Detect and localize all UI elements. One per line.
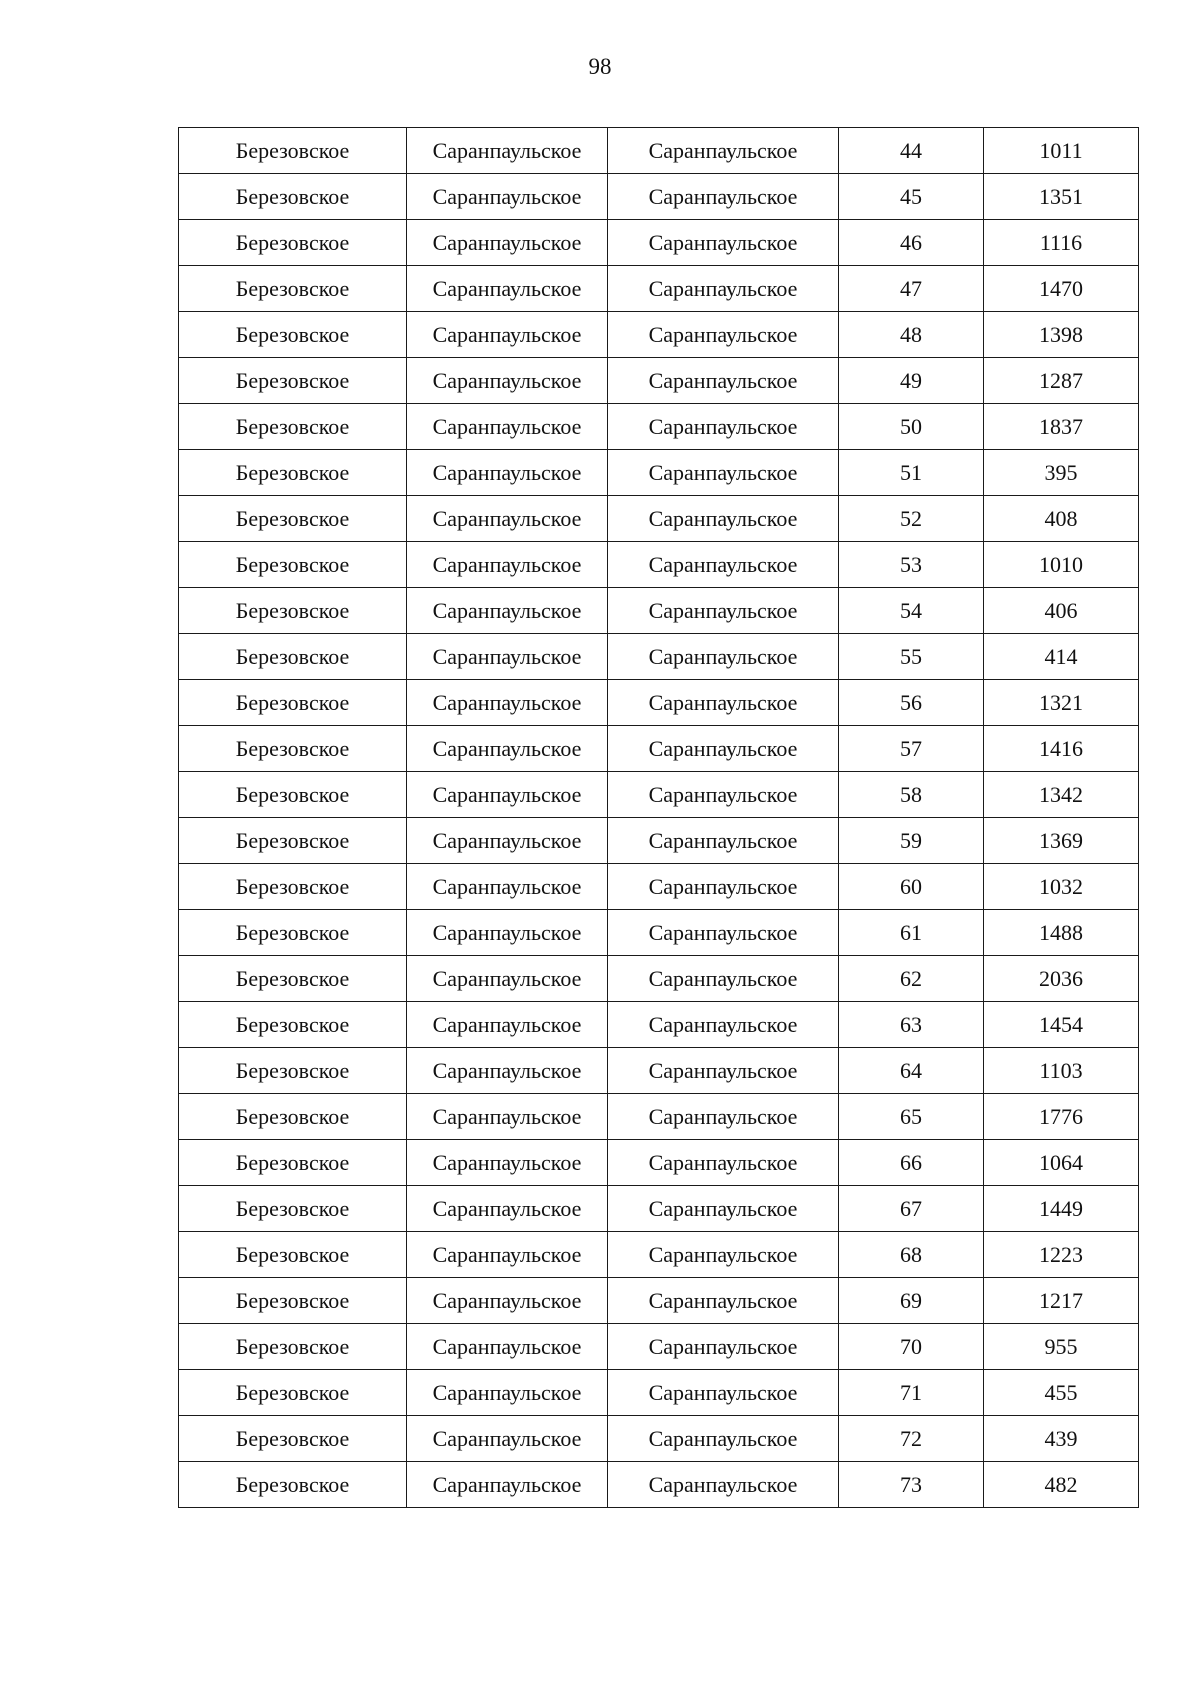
precinct-number-cell: 56 <box>839 680 984 726</box>
locality-cell: Саранпаульское <box>608 726 839 772</box>
settlement-cell: Саранпаульское <box>407 772 608 818</box>
locality-cell: Саранпаульское <box>608 1048 839 1094</box>
voter-count-cell: 1776 <box>984 1094 1139 1140</box>
district-cell: Березовское <box>179 496 407 542</box>
district-cell: Березовское <box>179 542 407 588</box>
locality-cell: Саранпаульское <box>608 1370 839 1416</box>
voter-count-cell: 1223 <box>984 1232 1139 1278</box>
precinct-number-cell: 53 <box>839 542 984 588</box>
table-row <box>179 266 1139 312</box>
district-cell: Березовское <box>179 220 407 266</box>
settlement-cell: Саранпаульское <box>407 266 608 312</box>
precinct-number-cell: 49 <box>839 358 984 404</box>
locality-cell: Саранпаульское <box>608 864 839 910</box>
district-cell: Березовское <box>179 634 407 680</box>
table-row <box>179 404 1139 450</box>
locality-cell: Саранпаульское <box>608 1094 839 1140</box>
voter-count-cell: 1449 <box>984 1186 1139 1232</box>
table-row <box>179 680 1139 726</box>
voter-count-cell: 955 <box>984 1324 1139 1370</box>
district-cell: Березовское <box>179 1324 407 1370</box>
precinct-number-cell: 71 <box>839 1370 984 1416</box>
voter-count-cell: 1454 <box>984 1002 1139 1048</box>
settlement-cell: Саранпаульское <box>407 910 608 956</box>
table-row <box>179 1324 1139 1370</box>
locality-cell: Саранпаульское <box>608 818 839 864</box>
table-row <box>179 588 1139 634</box>
district-cell: Березовское <box>179 1370 407 1416</box>
district-cell: Березовское <box>179 450 407 496</box>
precinct-number-cell: 63 <box>839 1002 984 1048</box>
settlement-cell: Саранпаульское <box>407 1416 608 1462</box>
precinct-number-cell: 60 <box>839 864 984 910</box>
district-cell: Березовское <box>179 128 407 174</box>
locality-cell: Саранпаульское <box>608 404 839 450</box>
locality-cell: Саранпаульское <box>608 910 839 956</box>
settlement-cell: Саранпаульское <box>407 1462 608 1508</box>
locality-cell: Саранпаульское <box>608 1416 839 1462</box>
voter-count-cell: 439 <box>984 1416 1139 1462</box>
voter-count-cell: 1369 <box>984 818 1139 864</box>
locality-cell: Саранпаульское <box>608 496 839 542</box>
voter-count-cell: 455 <box>984 1370 1139 1416</box>
district-cell: Березовское <box>179 772 407 818</box>
table-row <box>179 312 1139 358</box>
table-row <box>179 818 1139 864</box>
table-row <box>179 1186 1139 1232</box>
district-cell: Березовское <box>179 956 407 1002</box>
voter-count-cell: 1010 <box>984 542 1139 588</box>
table-row <box>179 174 1139 220</box>
voter-count-cell: 408 <box>984 496 1139 542</box>
district-cell: Березовское <box>179 910 407 956</box>
voter-count-cell: 1064 <box>984 1140 1139 1186</box>
district-cell: Березовское <box>179 1140 407 1186</box>
table-row <box>179 726 1139 772</box>
settlement-cell: Саранпаульское <box>407 1278 608 1324</box>
precinct-number-cell: 47 <box>839 266 984 312</box>
voter-count-cell: 1032 <box>984 864 1139 910</box>
locality-cell: Саранпаульское <box>608 772 839 818</box>
voter-count-cell: 406 <box>984 588 1139 634</box>
locality-cell: Саранпаульское <box>608 1232 839 1278</box>
locality-cell: Саранпаульское <box>608 956 839 1002</box>
table-row <box>179 1094 1139 1140</box>
settlement-cell: Саранпаульское <box>407 404 608 450</box>
table-row <box>179 1232 1139 1278</box>
precinct-number-cell: 61 <box>839 910 984 956</box>
locality-cell: Саранпаульское <box>608 680 839 726</box>
settlement-cell: Саранпаульское <box>407 1094 608 1140</box>
table-row <box>179 1048 1139 1094</box>
district-cell: Березовское <box>179 1186 407 1232</box>
district-cell: Березовское <box>179 174 407 220</box>
voter-count-cell: 1217 <box>984 1278 1139 1324</box>
precinct-number-cell: 62 <box>839 956 984 1002</box>
district-cell: Березовское <box>179 1232 407 1278</box>
locality-cell: Саранпаульское <box>608 128 839 174</box>
settlement-cell: Саранпаульское <box>407 634 608 680</box>
precinct-number-cell: 64 <box>839 1048 984 1094</box>
voter-count-cell: 1416 <box>984 726 1139 772</box>
locality-cell: Саранпаульское <box>608 174 839 220</box>
locality-cell: Саранпаульское <box>608 1140 839 1186</box>
precinct-number-cell: 52 <box>839 496 984 542</box>
precinct-number-cell: 50 <box>839 404 984 450</box>
locality-cell: Саранпаульское <box>608 312 839 358</box>
precinct-number-cell: 72 <box>839 1416 984 1462</box>
page-number: 98 <box>588 54 612 79</box>
table-row <box>179 1370 1139 1416</box>
district-cell: Березовское <box>179 818 407 864</box>
district-cell: Березовское <box>179 1278 407 1324</box>
voter-count-cell: 1321 <box>984 680 1139 726</box>
district-cell: Березовское <box>179 726 407 772</box>
table-row <box>179 1278 1139 1324</box>
table-row <box>179 956 1139 1002</box>
settlement-cell: Саранпаульское <box>407 128 608 174</box>
settlement-cell: Саранпаульское <box>407 174 608 220</box>
settlement-cell: Саранпаульское <box>407 450 608 496</box>
settlement-cell: Саранпаульское <box>407 358 608 404</box>
table-row <box>179 910 1139 956</box>
table-row <box>179 1002 1139 1048</box>
precinct-number-cell: 54 <box>839 588 984 634</box>
precinct-number-cell: 51 <box>839 450 984 496</box>
voter-count-cell: 1488 <box>984 910 1139 956</box>
precinct-number-cell: 59 <box>839 818 984 864</box>
data-table-container <box>178 127 1138 1508</box>
precinct-number-cell: 70 <box>839 1324 984 1370</box>
table-row <box>179 220 1139 266</box>
table-row <box>179 772 1139 818</box>
district-cell: Березовское <box>179 1048 407 1094</box>
settlement-cell: Саранпаульское <box>407 542 608 588</box>
district-cell: Березовское <box>179 1094 407 1140</box>
data-table <box>178 127 1139 1508</box>
locality-cell: Саранпаульское <box>608 1186 839 1232</box>
voter-count-cell: 482 <box>984 1462 1139 1508</box>
settlement-cell: Саранпаульское <box>407 496 608 542</box>
table-row <box>179 1416 1139 1462</box>
locality-cell: Саранпаульское <box>608 450 839 496</box>
district-cell: Березовское <box>179 312 407 358</box>
table-row <box>179 450 1139 496</box>
settlement-cell: Саранпаульское <box>407 1048 608 1094</box>
settlement-cell: Саранпаульское <box>407 1370 608 1416</box>
locality-cell: Саранпаульское <box>608 1462 839 1508</box>
settlement-cell: Саранпаульское <box>407 588 608 634</box>
settlement-cell: Саранпаульское <box>407 726 608 772</box>
voter-count-cell: 1837 <box>984 404 1139 450</box>
precinct-number-cell: 58 <box>839 772 984 818</box>
district-cell: Березовское <box>179 1002 407 1048</box>
table-row <box>179 496 1139 542</box>
precinct-number-cell: 48 <box>839 312 984 358</box>
district-cell: Березовское <box>179 680 407 726</box>
settlement-cell: Саранпаульское <box>407 680 608 726</box>
locality-cell: Саранпаульское <box>608 588 839 634</box>
voter-count-cell: 1116 <box>984 220 1139 266</box>
locality-cell: Саранпаульское <box>608 266 839 312</box>
voter-count-cell: 1103 <box>984 1048 1139 1094</box>
table-row <box>179 1140 1139 1186</box>
voter-count-cell: 2036 <box>984 956 1139 1002</box>
settlement-cell: Саранпаульское <box>407 818 608 864</box>
table-row <box>179 358 1139 404</box>
precinct-number-cell: 65 <box>839 1094 984 1140</box>
voter-count-cell: 414 <box>984 634 1139 680</box>
voter-count-cell: 1342 <box>984 772 1139 818</box>
district-cell: Березовское <box>179 266 407 312</box>
locality-cell: Саранпаульское <box>608 1002 839 1048</box>
voter-count-cell: 1351 <box>984 174 1139 220</box>
district-cell: Березовское <box>179 864 407 910</box>
locality-cell: Саранпаульское <box>608 542 839 588</box>
settlement-cell: Саранпаульское <box>407 1324 608 1370</box>
voter-count-cell: 1287 <box>984 358 1139 404</box>
locality-cell: Саранпаульское <box>608 220 839 266</box>
district-cell: Березовское <box>179 358 407 404</box>
locality-cell: Саранпаульское <box>608 1278 839 1324</box>
table-row <box>179 542 1139 588</box>
precinct-number-cell: 45 <box>839 174 984 220</box>
district-cell: Березовское <box>179 404 407 450</box>
table-row <box>179 1462 1139 1508</box>
precinct-number-cell: 73 <box>839 1462 984 1508</box>
voter-count-cell: 1398 <box>984 312 1139 358</box>
district-cell: Березовское <box>179 588 407 634</box>
settlement-cell: Саранпаульское <box>407 220 608 266</box>
precinct-number-cell: 44 <box>839 128 984 174</box>
district-cell: Березовское <box>179 1462 407 1508</box>
settlement-cell: Саранпаульское <box>407 864 608 910</box>
settlement-cell: Саранпаульское <box>407 312 608 358</box>
table-row <box>179 634 1139 680</box>
precinct-number-cell: 68 <box>839 1232 984 1278</box>
precinct-number-cell: 69 <box>839 1278 984 1324</box>
precinct-number-cell: 66 <box>839 1140 984 1186</box>
settlement-cell: Саранпаульское <box>407 1232 608 1278</box>
voter-count-cell: 1011 <box>984 128 1139 174</box>
voter-count-cell: 1470 <box>984 266 1139 312</box>
locality-cell: Саранпаульское <box>608 634 839 680</box>
table-row <box>179 864 1139 910</box>
settlement-cell: Саранпаульское <box>407 1186 608 1232</box>
settlement-cell: Саранпаульское <box>407 1002 608 1048</box>
settlement-cell: Саранпаульское <box>407 956 608 1002</box>
locality-cell: Саранпаульское <box>608 358 839 404</box>
precinct-number-cell: 55 <box>839 634 984 680</box>
precinct-number-cell: 67 <box>839 1186 984 1232</box>
precinct-number-cell: 46 <box>839 220 984 266</box>
table-body <box>179 128 1139 1508</box>
voter-count-cell: 395 <box>984 450 1139 496</box>
precinct-number-cell: 57 <box>839 726 984 772</box>
settlement-cell: Саранпаульское <box>407 1140 608 1186</box>
locality-cell: Саранпаульское <box>608 1324 839 1370</box>
district-cell: Березовское <box>179 1416 407 1462</box>
table-row <box>179 128 1139 174</box>
